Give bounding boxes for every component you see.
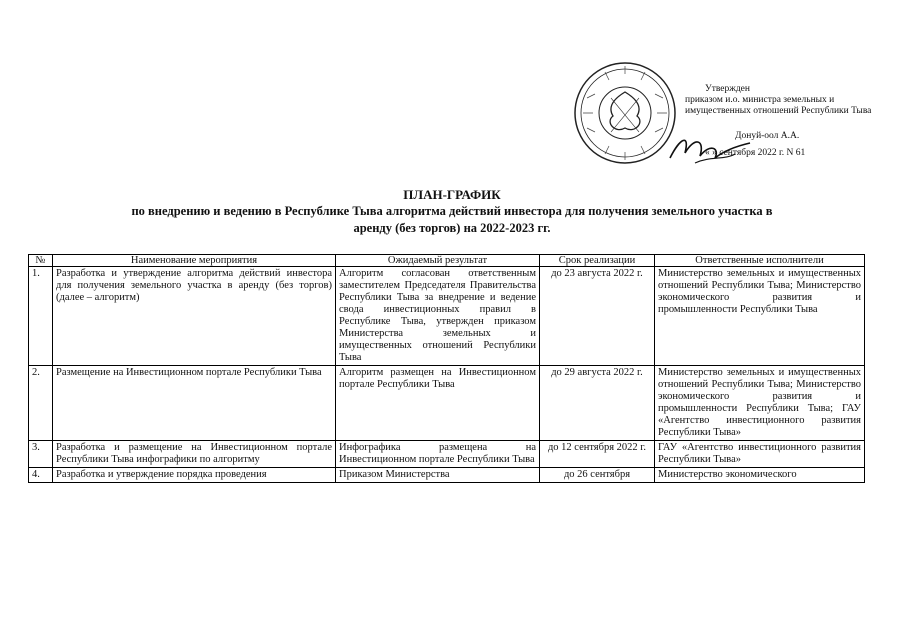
row-deadline: до 26 сентября [540, 468, 655, 483]
header-executors: Ответственные исполнители [655, 255, 865, 267]
row-activity: Разработка и размещение на Инвестиционном портале Республики Тыва инфографики по алгоритму [53, 441, 336, 468]
approved-label: Утвержден [705, 84, 750, 94]
table-row [29, 267, 865, 366]
table-row [29, 441, 865, 468]
document-subtitle-line1: по внедрению и ведению в Республике Тыва алгоритма действий инвестора для получения земельного участка в [131, 204, 773, 218]
approval-ministry-line: имущественных отношений Республики Тыва [685, 106, 872, 116]
row-number: 2. [29, 366, 53, 441]
document-title: ПЛАН-ГРАФИК [403, 187, 501, 202]
header-number: № [29, 255, 53, 267]
row-deadline: до 23 августа 2022 г. [540, 267, 655, 366]
row-number: 1. [29, 267, 53, 366]
document-subtitle-line2: аренду (без торгов) на 2022-2023 гг. [353, 221, 551, 235]
row-number: 3. [29, 441, 53, 468]
approval-order-line: приказом и.о. министра земельных и [685, 95, 835, 105]
row-activity: Размещение на Инвестиционном портале Республики Тыва [53, 366, 336, 441]
document-title-block [0, 186, 904, 237]
row-result: Алгоритм размещен на Инвестиционном портале Республики Тыва [336, 366, 540, 441]
table-row [29, 366, 865, 441]
row-executors: Министерство земельных и имущественных отношений Республики Тыва; Министерство экономического развития и промышленности Республики Тыва [655, 267, 865, 366]
row-result: Алгоритм согласован ответственным заместителем Председателя Правительства Республики Тыва за внедрение и ведение свода инвестиционных правил в Республике Тыва, утвержден приказом Министерства земельных и имущественных отношений Республики Тыва [336, 267, 540, 366]
row-deadline: до 12 сентября 2022 г. [540, 441, 655, 468]
row-activity: Разработка и утверждение алгоритма действий инвестора для получения земельного участка в аренду (без торгов) (далее – алгоритм) [53, 267, 336, 366]
approval-date: « » сентября 2022 г. N 61 [705, 148, 806, 158]
row-result: Приказом Министерства [336, 468, 540, 483]
approval-text [685, 84, 885, 159]
approval-stamp-block [565, 58, 895, 173]
row-result: Инфографика размещена на Инвестиционном портале Республики Тыва [336, 441, 540, 468]
row-executors: Министерство экономического [655, 468, 865, 483]
table-row [29, 468, 865, 483]
row-executors: Министерство земельных и имущественных отношений Республики Тыва; Министерство экономического развития и промышленности Республики Тыва; ГАУ «Агентство инвестиционного развития Республики Тыва» [655, 366, 865, 441]
row-deadline: до 29 августа 2022 г. [540, 366, 655, 441]
row-executors: ГАУ «Агентство инвестиционного развития Республики Тыва» [655, 441, 865, 468]
header-expected-result: Ожидаемый результат [336, 255, 540, 267]
header-deadline: Срок реализации [540, 255, 655, 267]
table-header-row [29, 255, 865, 267]
row-number: 4. [29, 468, 53, 483]
header-activity: Наименование мероприятия [53, 255, 336, 267]
row-activity: Разработка и утверждение порядка проведения [53, 468, 336, 483]
plan-table [28, 254, 865, 483]
approval-signer: Донуй-оол А.А. [735, 131, 800, 141]
